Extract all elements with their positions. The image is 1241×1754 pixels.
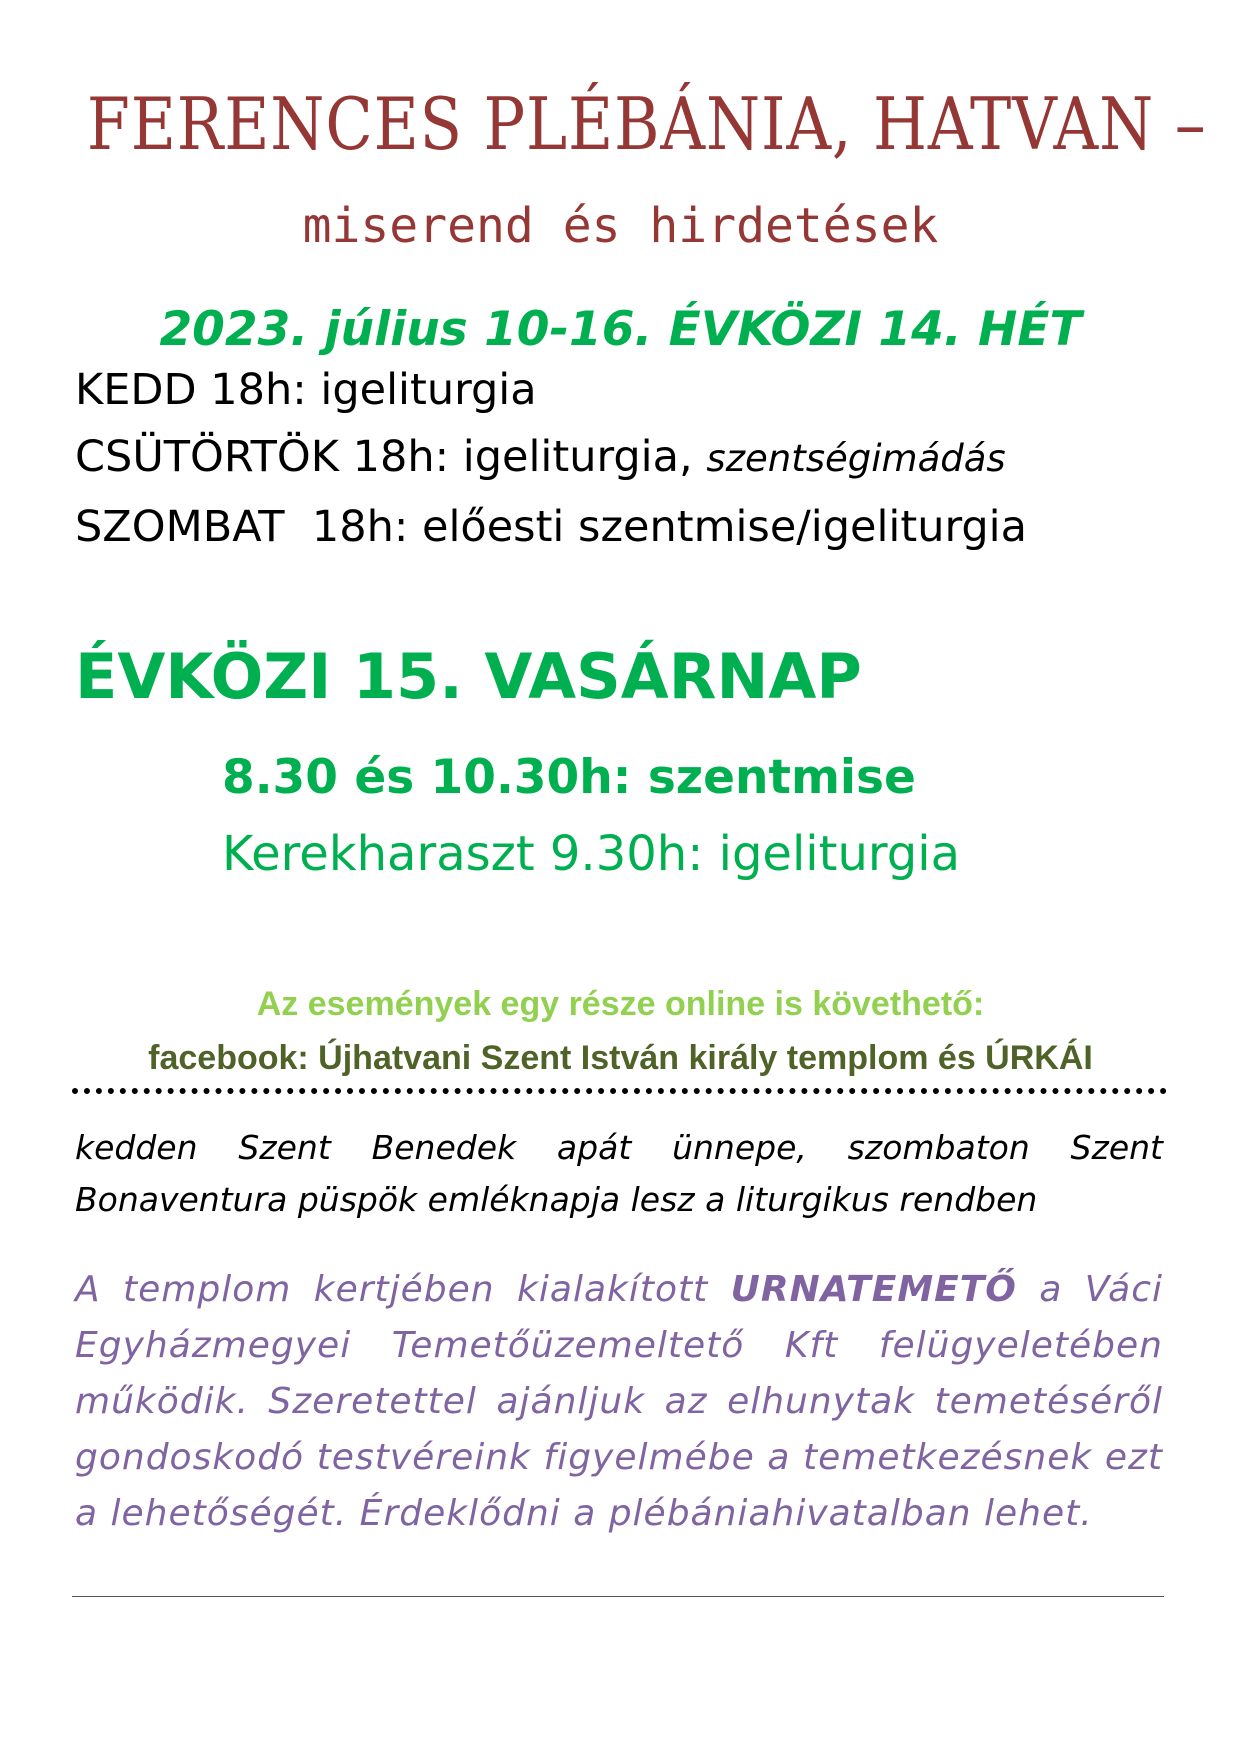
bottom-divider [72,1596,1164,1597]
parish-title: FERENCES PLÉBÁNIA, HATVAN – [86,82,1207,166]
week-heading: 2023. július 10-16. ÉVKÖZI 14. HÉT [159,302,1082,357]
urn-cemetery-notice [75,1262,1163,1542]
schedule-thursday-main: CSÜTÖRTÖK 18h: igeliturgia, [75,432,707,482]
schedule-thursday [75,432,1006,482]
schedule-saturday: SZOMBAT 18h: előesti szentmise/igeliturgia [75,502,1027,552]
kerekharaszt-service: Kerekharaszt 9.30h: igeliturgia [222,826,960,882]
urn-text-after: a Váci Egyházmegyei Temetőüzemeltető Kft felügyeletében működik. Szeretettel ajánljuk az elhunytak temetéséről gondoskodó testvéreink figyelmébe a temetkezésnek ezt a lehetőségét. Érdeklődni a plébániahivatalban lehet. [75,1269,1163,1534]
feast-notice: kedden Szent Benedek apát ünnepe, szombaton Szent Bonaventura püspök emléknapja lesz a liturgikus rendben [75,1128,1163,1219]
schedule-thursday-extra: szentségimádás [706,437,1006,480]
urn-highlight: URNATEMETŐ [730,1269,1017,1310]
online-notice: Az események egy része online is követhető: [256,985,985,1023]
urn-text-before: A templom kertjében kialakított [75,1269,731,1310]
sunday-mass: 8.30 és 10.30h: szentmise [222,750,916,805]
facebook-notice: facebook: Újhatvani Szent István király templom és ÚRKÁI [148,1039,1093,1077]
subtitle: miserend és hirdetések [302,198,939,254]
dotted-divider [72,1088,1167,1094]
sunday-heading: ÉVKÖZI 15. VASÁRNAP [75,640,862,713]
schedule-tuesday: KEDD 18h: igeliturgia [75,365,537,415]
